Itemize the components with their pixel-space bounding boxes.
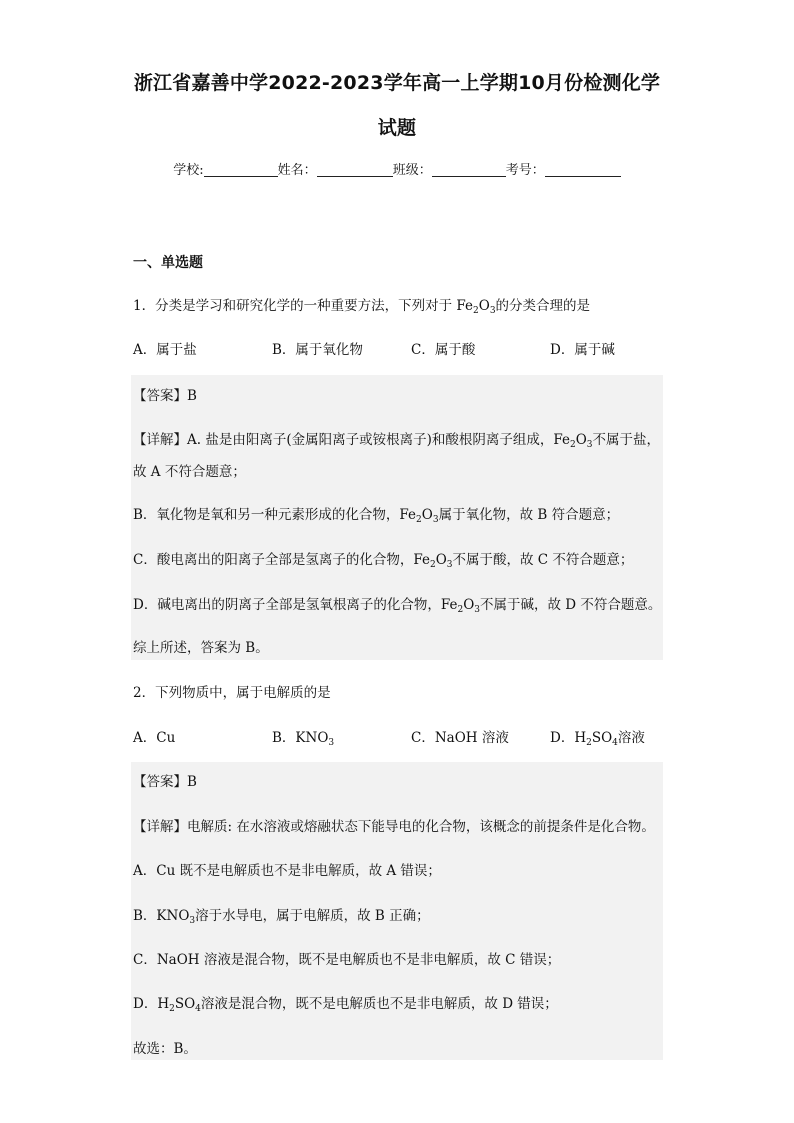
- q2-option-a: A．Cu: [133, 730, 176, 746]
- q2-summary: 故选：B。: [133, 1041, 197, 1057]
- q1-detail-d: D．碱电离出的阴离子全部是氢氧根离子的化合物，$Fe_2O_3$不属于碱，故 D 不符合题意。: [133, 597, 662, 615]
- q1-options: [133, 338, 693, 358]
- class-label: 班级：: [392, 163, 432, 178]
- exam-title-line1: 浙江省嘉善中学2022-2023学年高一上学期10月份检测化学: [133, 72, 661, 94]
- student-info-row: [0, 159, 794, 178]
- q1-stem: 1．分类是学习和研究化学的一种重要方法，下列对于 $Fe_2O_3$的分类合理的是: [133, 298, 591, 316]
- q1-option-b: B．属于氧化物: [272, 342, 363, 358]
- name-blank: [317, 162, 393, 177]
- q2-detail-d: D．$H_2SO_4$溶液是混合物，既不是电解质也不是非电解质，故 D 错误；: [133, 996, 558, 1014]
- q2-detail-b: B．$KNO_3$溶于水导电，属于电解质，故 B 正确；: [133, 908, 430, 926]
- q2-detail-intro: 【详解】电解质: 在水溶液或熔融状态下能导电的化合物，该概念的前提条件是化合物。: [133, 819, 655, 835]
- q2-option-d: D．$H_2SO_4$溶液: [550, 730, 645, 748]
- q2-answer-box: [131, 762, 663, 1060]
- q2-answer: 【答案】B: [133, 774, 197, 790]
- q1-summary: 综上所述，答案为 B。: [133, 640, 269, 656]
- school-blank: [204, 162, 278, 177]
- q1-option-d: D．属于碱: [550, 342, 615, 358]
- q2-detail-c: C．NaOH 溶液是混合物，既不是电解质也不是非电解质，故 C 错误；: [133, 952, 561, 968]
- q1-answer: 【答案】B: [133, 388, 197, 404]
- q2-detail-a: A．Cu 既不是电解质也不是非电解质，故 A 错误；: [133, 863, 441, 879]
- q1-detail-line2: 故 A 不符合题意；: [133, 464, 246, 480]
- q1-detail-line1: 【详解】A. 盐是由阳离子(金属阳离子或铵根离子)和酸根阴离子组成，$Fe_2O_3$不属于盐，: [133, 432, 661, 450]
- q1-option-a: A．属于盐: [133, 342, 197, 358]
- section-heading: 一、单选题: [133, 255, 203, 271]
- q1-detail-c: C．酸电离出的阳离子全部是氢离子的化合物，$Fe_2O_3$不属于酸，故 C 不符合题意；: [133, 552, 634, 570]
- class-blank: [432, 162, 506, 177]
- q1-detail-b: B．氧化物是氧和另一种元素形成的化合物，$Fe_2O_3$属于氧化物，故 B 符合题意；: [133, 507, 620, 525]
- q2-option-b: B．$KNO_3$: [272, 730, 335, 748]
- name-label: 姓名：: [277, 163, 317, 178]
- number-blank: [545, 162, 621, 177]
- q2-options: [133, 726, 693, 746]
- q1-answer-box: [131, 375, 663, 660]
- q2-stem: 2．下列物质中，属于电解质的是: [133, 685, 331, 701]
- number-label: 考号：: [505, 163, 545, 178]
- q2-option-c: C．NaOH 溶液: [411, 730, 509, 746]
- exam-title-line2: 试题: [377, 117, 417, 139]
- school-label: 学校:: [173, 163, 204, 178]
- q1-option-c: C．属于酸: [411, 342, 476, 358]
